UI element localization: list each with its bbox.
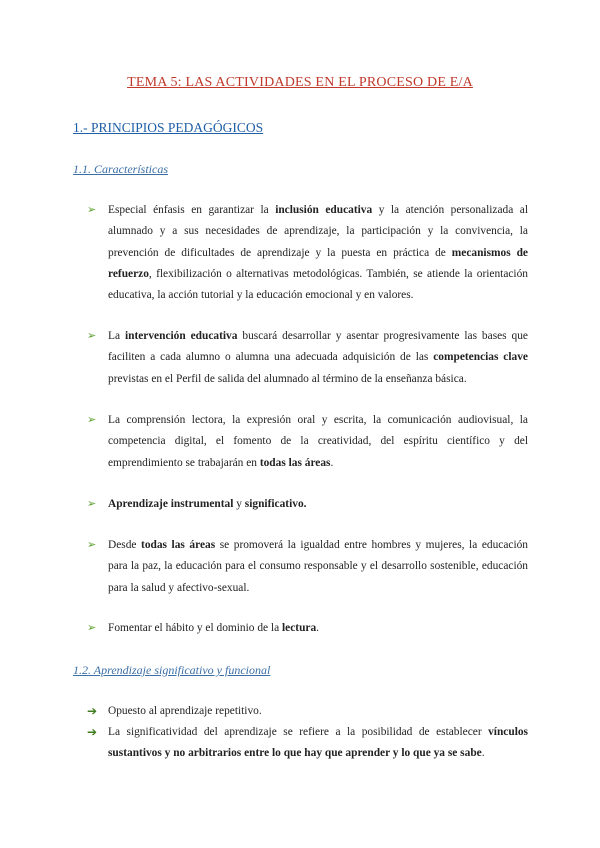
text-run: y xyxy=(233,498,245,510)
chevron-arrowhead-icon: ➢ xyxy=(87,330,97,342)
bold-text: significativo. xyxy=(244,498,307,510)
right-arrow-icon: ➔ xyxy=(87,704,98,718)
document-title: TEMA 5: LAS ACTIVIDADES EN EL PROCESO DE E/A xyxy=(127,75,473,90)
bold-text: todas las áreas xyxy=(259,456,331,469)
text-run: Desde xyxy=(108,539,142,551)
text-run: Especial énfasis en garantizar la xyxy=(108,204,276,216)
text-run: Fomentar el hábito y el dominio de la xyxy=(108,622,282,634)
text-run: se promoverá la igualdad entre hombres y mujeres, la educación para la paz, la educación para el consumo responsable y el desarrollo sostenible, educación para la salud y afectivo-sexual. xyxy=(108,539,528,594)
bold-text: lectura xyxy=(282,622,317,634)
bold-text: inclusión educativa xyxy=(275,204,373,216)
bold-text: competencias clave xyxy=(433,351,528,364)
chevron-arrowhead-icon: ➢ xyxy=(87,414,97,426)
list-item xyxy=(87,618,528,639)
section-heading: 1.- PRINCIPIOS PEDAGÓGICOS xyxy=(73,120,264,135)
text-run: La xyxy=(108,330,125,342)
list-item xyxy=(87,494,528,515)
list-item xyxy=(87,410,528,474)
text-run: Opuesto al aprendizaje repetitivo. xyxy=(108,705,262,717)
text-run: previstas en el Perfil de salida del alumnado al término de la enseñanza básica. xyxy=(108,372,467,385)
list-item xyxy=(87,722,528,765)
text-run: . xyxy=(316,622,320,634)
list-item xyxy=(87,535,528,599)
subsection-heading: 1.1. Características xyxy=(73,162,168,176)
text-run: . xyxy=(481,747,485,760)
text-run: buscará desarrollar y asentar progresivamente las bases que faciliten a cada alumno o alumna una adecuada adquisición de las xyxy=(108,330,528,364)
bold-text: mecanismos de refuerzo xyxy=(108,246,528,280)
subsection-heading: 1.2. Aprendizaje significativo y funcional xyxy=(73,663,271,677)
chevron-arrowhead-icon: ➢ xyxy=(87,498,97,510)
bold-text: todas las áreas xyxy=(141,539,216,551)
list-item xyxy=(87,701,528,722)
text-run: La comprensión lectora, la expresión oral y escrita, la comunicación audiovisual, la competencia digital, el fomento de la creatividad, del espíritu científico y del emprendimiento se trabajarán en xyxy=(108,414,528,469)
text-run: , flexibilización o alternativas metodológicas. También, se atiende la orientación educativa, la acción tutorial y la educación emocional y en valores. xyxy=(108,267,528,302)
chevron-arrowhead-icon: ➢ xyxy=(87,204,97,216)
chevron-arrowhead-icon: ➢ xyxy=(87,622,97,634)
list-item xyxy=(87,200,528,306)
bold-text: intervención educativa xyxy=(124,330,238,342)
bold-text: Aprendizaje instrumental xyxy=(108,498,234,510)
list-item xyxy=(87,326,528,390)
bold-text: vínculos sustantivos y no arbitrarios entre lo que hay que aprender y lo que ya se sabe xyxy=(108,726,528,760)
text-run: . xyxy=(330,456,334,469)
chevron-arrowhead-icon: ➢ xyxy=(87,539,97,551)
text-run: La significatividad del aprendizaje se refiere a la posibilidad de establecer xyxy=(108,726,489,738)
text-run: y la atención personalizada al alumnado y a sus necesidades de aprendizaje, la participación y la convivencia, la prevención de dificultades de aprendizaje y la puesta en práctica de xyxy=(108,204,529,259)
right-arrow-icon: ➔ xyxy=(87,725,98,739)
